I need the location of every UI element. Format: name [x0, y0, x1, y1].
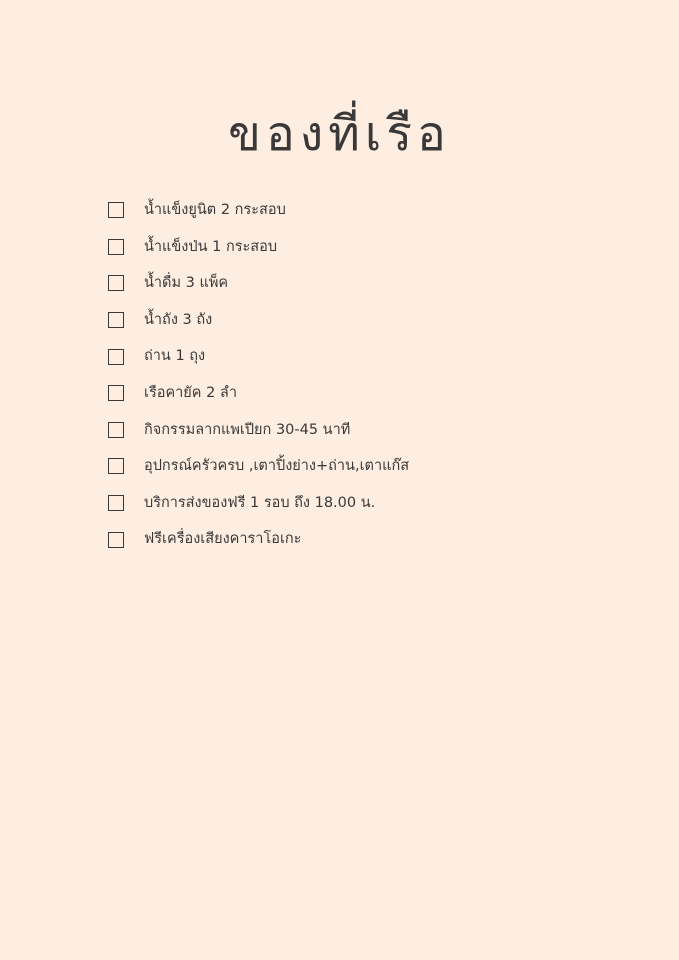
- checkbox[interactable]: [108, 312, 124, 328]
- checkbox[interactable]: [108, 495, 124, 511]
- checklist-item: [108, 192, 409, 229]
- checklist-item-label: อุปกรณ์ครัวครบ ,เตาปิ้งย่าง+ถ่าน,เตาแก๊ส: [144, 458, 410, 475]
- checklist-item: [108, 265, 409, 302]
- checklist-item: [108, 521, 409, 558]
- checklist-item-label: น้ำแข็งยูนิต 2 กระสอบ: [144, 202, 286, 219]
- checkbox[interactable]: [108, 458, 124, 474]
- checklist-item: [108, 485, 409, 522]
- checklist-item-label: บริการส่งของฟรี 1 รอบ ถึง 18.00 น.: [144, 494, 376, 511]
- checkbox[interactable]: [108, 349, 124, 365]
- checklist-item-label: ฟรีเครื่องเสียงคาราโอเกะ: [144, 531, 302, 548]
- checklist-item-label: กิจกรรมลากแพเปียก 30-45 นาที: [144, 421, 351, 438]
- checklist-item: [108, 229, 409, 266]
- checkbox[interactable]: [108, 275, 124, 291]
- checklist-item: [108, 448, 409, 485]
- checklist-item-label: น้ำแข็งป่น 1 กระสอบ: [144, 238, 278, 255]
- checkbox[interactable]: [108, 385, 124, 401]
- checklist-item: [108, 375, 409, 412]
- checkbox[interactable]: [108, 532, 124, 548]
- checklist-item-label: ถ่าน 1 ถุง: [144, 348, 206, 365]
- checklist: [108, 192, 409, 558]
- checklist-item: [108, 412, 409, 449]
- checklist-item: [108, 302, 409, 339]
- checklist-item-label: น้ำดื่ม 3 แพ็ค: [144, 275, 229, 292]
- checklist-item-label: น้ำถัง 3 ถัง: [144, 311, 213, 328]
- checkbox[interactable]: [108, 202, 124, 218]
- checklist-item: [108, 338, 409, 375]
- page-title: ของที่เรือ: [228, 106, 451, 162]
- checkbox[interactable]: [108, 239, 124, 255]
- checklist-item-label: เรือคายัค 2 ลำ: [144, 385, 237, 402]
- checkbox[interactable]: [108, 422, 124, 438]
